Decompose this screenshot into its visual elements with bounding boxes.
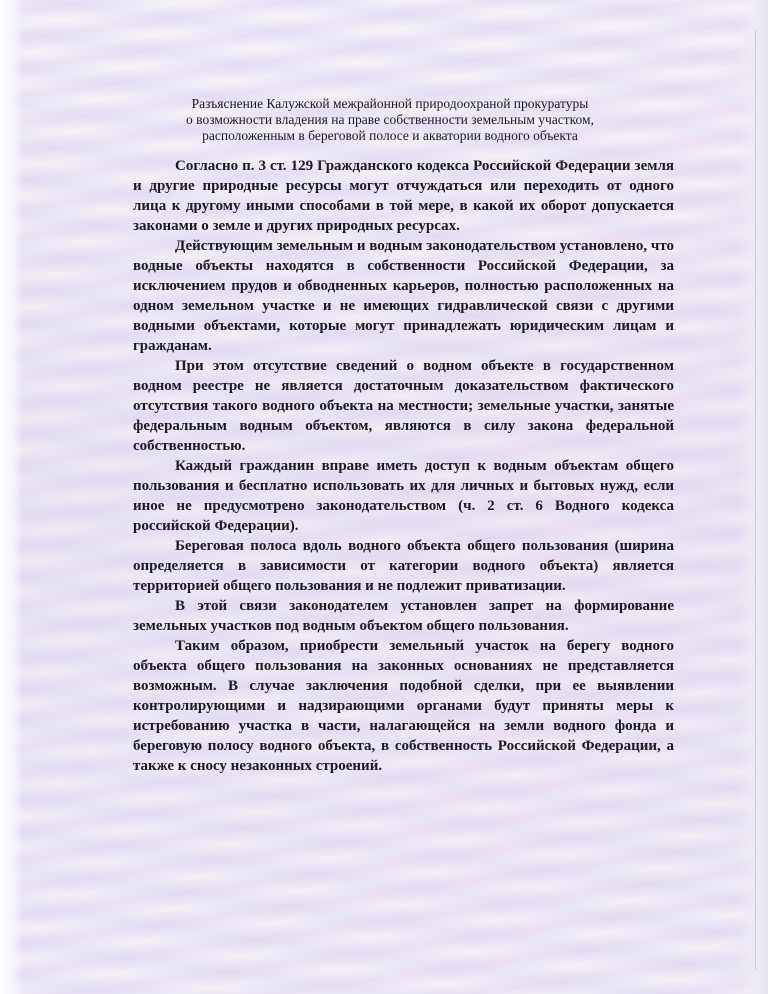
paragraph-shore-strip: Береговая полоса вдоль водного объекта общего пользования (ширина определяется в зависимости от категории водного объекта) является территорией общего пользования и не подлежит приватизации. — [133, 538, 674, 594]
page-left-edge — [0, 0, 22, 994]
document-title — [120, 96, 660, 144]
title-line-3: расположенным в береговой полосе и акватории водного объекта — [202, 128, 578, 143]
paragraph-federal-ownership: Действующим земельным и водным законодательством установлено, что водные объекты находятся в собственности Российской Федерации, за исключением прудов и обводненных карьеров, полностью расположенных на одном земельном участке и не имеющих гидравлической связи с другими водными объектами, которые могут принадлежать юридическим лицам и гражданам. — [133, 238, 674, 354]
paragraph-public-access: Каждый гражданин вправе иметь доступ к водным объектам общего пользования и бесплатно использовать их для личных и бытовых нужд, если иное не предусмотрено законодательством (ч. 2 ст. 6 Водного кодекса российской Федерации). — [133, 458, 674, 534]
scan-edge-line — [755, 30, 756, 970]
paragraph-water-registry: При этом отсутствие сведений о водном объекте в государственном водном реестре не является достаточным доказательством фактического отсутствия такого водного объекта на местности; земельные участки, занятые федеральным водным объектом, являются в силу закона федеральной собственностью. — [133, 358, 674, 454]
page-right-edge — [738, 0, 768, 994]
paragraph-conclusion: Таким образом, приобрести земельный участок на берегу водного объекта общего пользования на законных основаниях не представляется возможным. В случае заключения подобной сделки, при ее выявлении контролирующими и надзирающими органами будут приняты меры к истребованию участка в части, налагающейся на земли водного фонда и береговую полосу водного объекта, в собственность Российской Федерации, а также к сносу незаконных строений. — [133, 638, 674, 774]
document-body — [133, 156, 674, 776]
title-line-1: Разъяснение Калужской межрайонной природоохраной прокуратуры — [191, 96, 589, 111]
paragraph-formation-ban: В этой связи законодателем установлен запрет на формирование земельных участков под водным объектом общего пользования. — [133, 598, 674, 634]
paragraph-civil-code: Согласно п. 3 ст. 129 Гражданского кодекса Российской Федерации земля и другие природные ресурсы могут отчуждаться или переходить от одного лица к другому иными способами в той мере, в какой их оборот допускается законами о земле и других природных ресурсах. — [133, 158, 674, 234]
title-line-2: о возможности владения на праве собственности земельным участком, — [186, 112, 594, 127]
